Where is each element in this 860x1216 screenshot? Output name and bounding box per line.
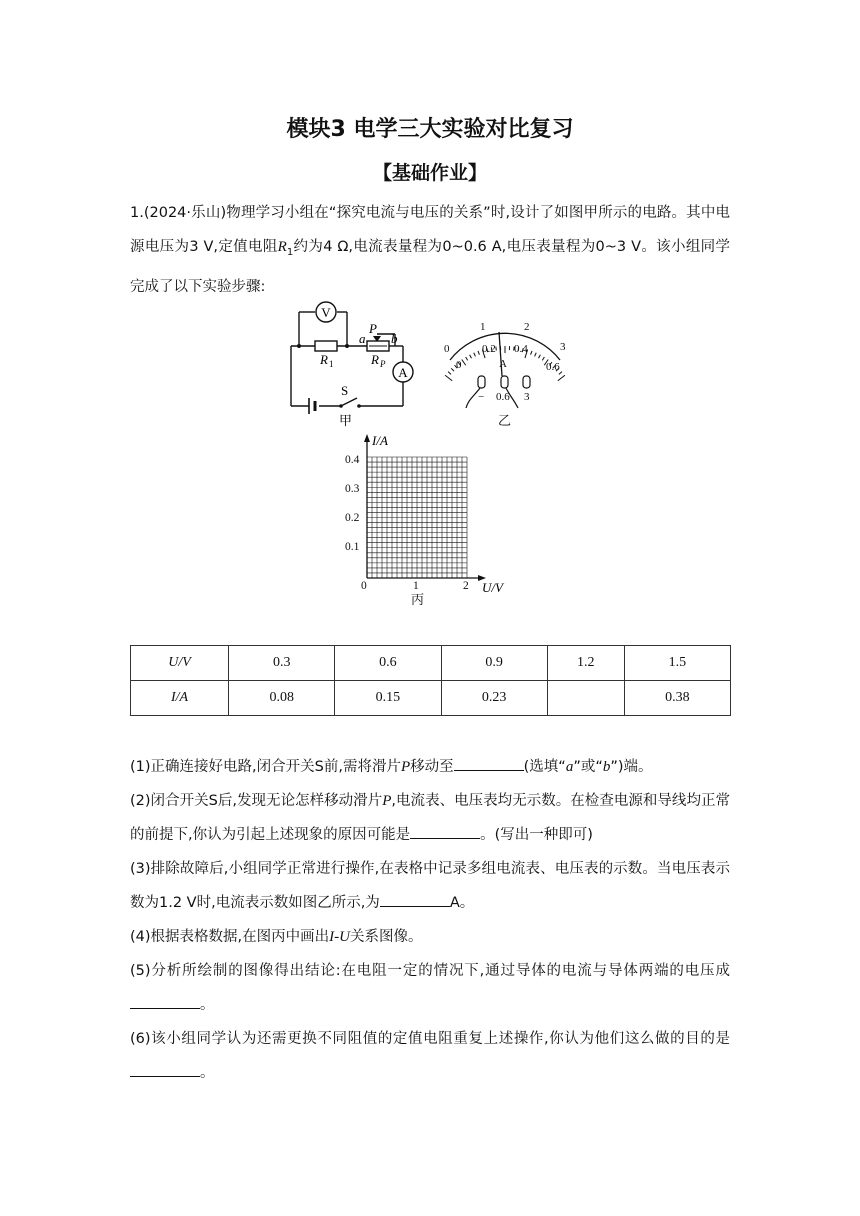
switch-label: S xyxy=(341,383,349,398)
answer-blank[interactable] xyxy=(454,756,524,771)
x-axis-label: U/V xyxy=(482,580,503,595)
x-tick-label: 1 xyxy=(413,580,419,592)
dial-tick xyxy=(531,351,532,355)
terminal-label: 0.6 xyxy=(496,391,510,403)
x-tick-label: 0 xyxy=(361,580,367,592)
table-cell: 1.2 xyxy=(547,646,624,681)
table-row xyxy=(131,646,731,681)
table-cell: 1.5 xyxy=(624,646,730,681)
table-cell: 0.23 xyxy=(441,681,547,716)
table-cell: 0.3 xyxy=(229,646,335,681)
question-item-5: (5)分析所绘制的图像得出结论:在电阻一定的情况下,通过导体的电流与导体两端的电压成。 xyxy=(130,963,730,1013)
dial-tick xyxy=(558,375,565,381)
section-heading: 【基础作业】 xyxy=(372,162,487,184)
dial-tick xyxy=(466,357,468,360)
dial-tick xyxy=(539,355,541,359)
r1-subscript: 1 xyxy=(329,359,334,369)
answer-blank[interactable] xyxy=(410,824,480,839)
dial-lower-label: 0 xyxy=(456,359,462,371)
voltmeter-symbol xyxy=(316,302,336,322)
question-intro: 1.(2024·乐山)物理学习小组在“探究电流与电压的关系”时,设计了如图甲所示的电路。其中电源电压为3 V,定值电阻$R_1$约为4 Ω,电流表量程为0~0.6 A,电压表量程为0~3 V。该小组同学完成了以下实验步骤: xyxy=(130,205,730,295)
dial-tick xyxy=(535,353,537,357)
dial-tick xyxy=(470,355,472,359)
dial-tick xyxy=(451,368,454,371)
y-tick-label: 0.2 xyxy=(345,512,360,524)
x-tick-label: 2 xyxy=(463,580,469,592)
figure-caption-bing: 丙 xyxy=(411,592,425,607)
dial-upper-label: 3 xyxy=(560,341,566,353)
dial-tick xyxy=(445,375,452,381)
rp-subscript: P xyxy=(380,359,386,369)
table-cell: 0.6 xyxy=(335,646,441,681)
table-header-cell: I/A xyxy=(131,681,229,716)
resistor-r1 xyxy=(315,341,337,351)
dial-tick xyxy=(542,357,544,360)
question-item-3: (3)排除故障后,小组同学正常进行操作,在表格中记录多组电流表、电压表的示数。当电压表示数为1.2 V时,电流表示数如图乙所示,为 A。 xyxy=(130,861,730,911)
svg-text:V: V xyxy=(321,305,331,320)
dial-upper-label: 2 xyxy=(524,321,530,333)
answer-blank[interactable] xyxy=(130,994,200,1009)
question-item-1: (1)正确连接好电路,闭合开关S前,需将滑片P移动至 (选填“a”或“b”)端。 xyxy=(130,750,730,784)
dial-lower-label: 0.6 xyxy=(546,361,560,373)
question-item-4: (4)根据表格数据,在图丙中画出I-U关系图像。 xyxy=(130,929,423,945)
figure-caption-yi: 乙 xyxy=(498,413,512,428)
dial-unit-label: A xyxy=(499,358,507,370)
dial-lower-label: 0.4 xyxy=(514,343,528,355)
dial-upper-label: 0 xyxy=(444,343,450,355)
figure-caption-jia: 甲 xyxy=(339,413,353,428)
y-tick-label: 0.1 xyxy=(345,541,360,553)
table-row xyxy=(131,681,731,716)
terminal-a-label: a xyxy=(359,331,366,346)
table-cell: 0.38 xyxy=(624,681,730,716)
question-item-2: (2)闭合开关S后,发现无论怎样移动滑片P,电流表、电压表均无示数。在检查电源和导线均正常的前提下,你认为引起上述现象的原因可能是 。(写出一种即可) xyxy=(130,793,730,843)
table-header-cell: U/V xyxy=(131,646,229,681)
ammeter-dial-figure xyxy=(430,312,580,430)
dial-lower-label: 0.2 xyxy=(482,343,496,355)
svg-text:A: A xyxy=(398,365,408,380)
answer-blank[interactable] xyxy=(380,892,450,907)
dial-tick xyxy=(448,372,451,375)
dial-tick xyxy=(478,351,479,355)
question-item-6: (6)该小组同学认为还需更换不同阻值的定值电阻重复上述操作,你认为他们这么做的目的是。 xyxy=(130,1031,730,1081)
answer-blank[interactable] xyxy=(130,1062,200,1077)
table-cell: 0.08 xyxy=(229,681,335,716)
y-axis-label: I/A xyxy=(372,433,388,448)
dial-tick xyxy=(474,353,476,357)
table-cell[interactable] xyxy=(547,681,624,716)
iu-grid-figure xyxy=(340,432,520,610)
terminal-label: − xyxy=(478,391,485,403)
terminal-b-label: b xyxy=(391,331,398,346)
table-cell: 0.9 xyxy=(441,646,547,681)
table-cell: 0.15 xyxy=(335,681,441,716)
data-table xyxy=(130,645,731,716)
dial-upper-label: 1 xyxy=(480,321,486,333)
circuit-diagram xyxy=(285,298,420,430)
page-title: 模块3 电学三大实验对比复习 xyxy=(286,117,574,142)
slider-p-label: P xyxy=(369,321,377,336)
rp-label: R xyxy=(371,352,379,367)
y-tick-label: 0.4 xyxy=(345,454,360,466)
ammeter-symbol xyxy=(393,362,413,382)
r1-label: R xyxy=(320,352,328,367)
terminal-label: 3 xyxy=(524,391,530,403)
dial-tick xyxy=(462,359,466,365)
y-tick-label: 0.3 xyxy=(345,483,360,495)
